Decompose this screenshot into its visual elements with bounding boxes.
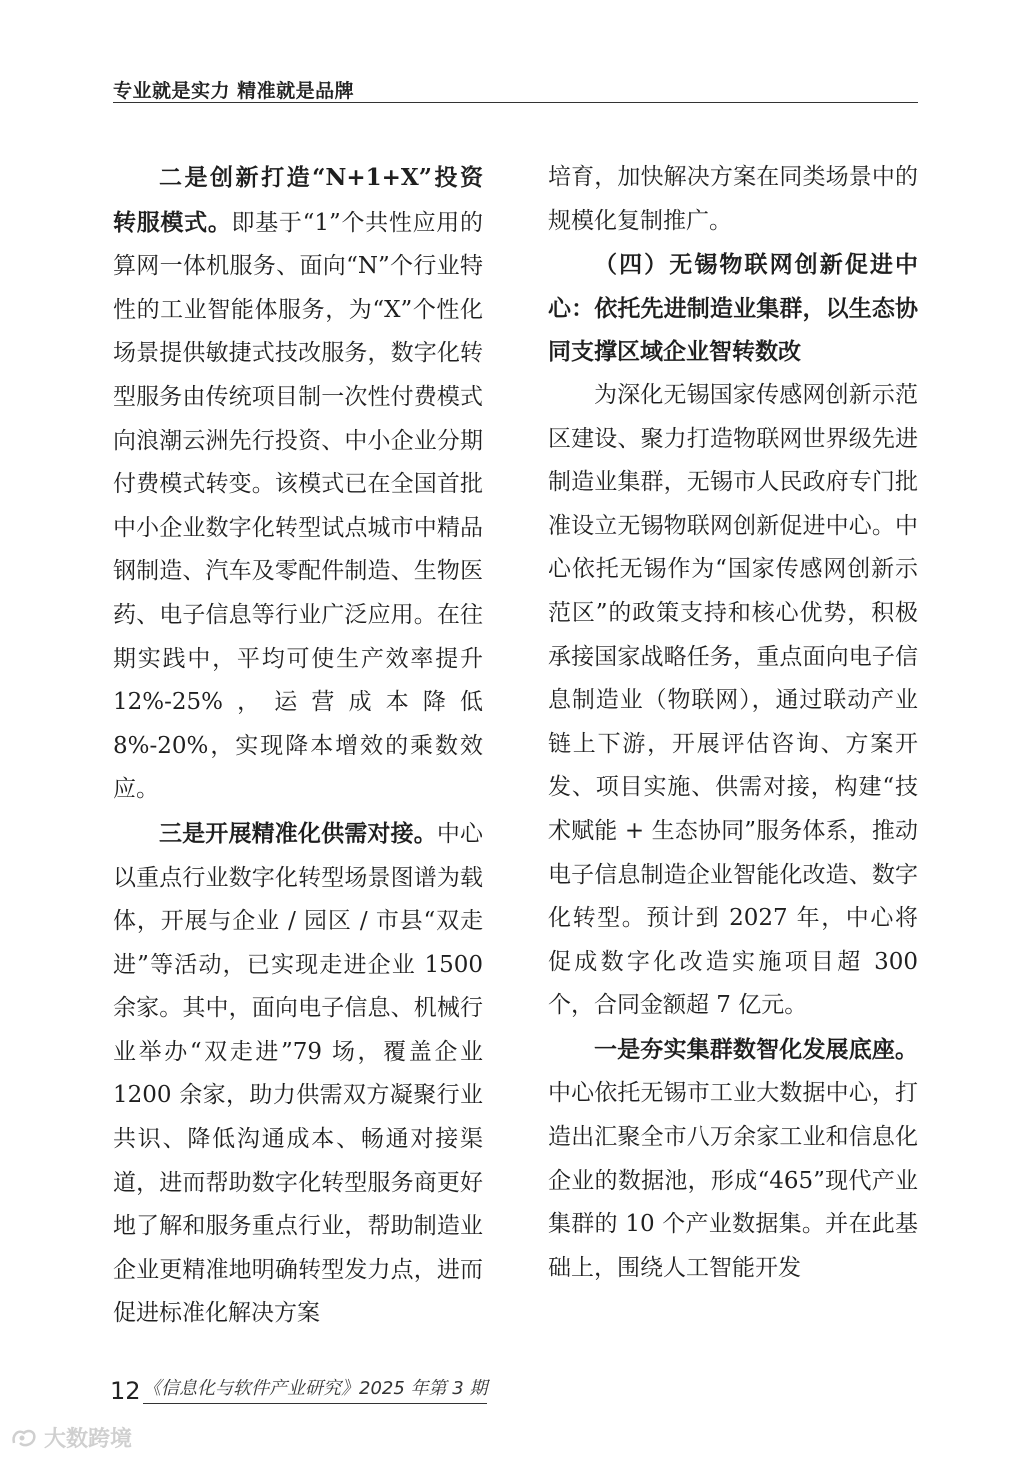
paragraph-lead: 一是夯实集群数智化发展底座。 [594, 1035, 918, 1063]
paragraph-body: 中心以重点行业数字化转型场景图谱为载体，开展与企业 / 园区 / 市县“双走进”等活动，已实现走进企业 1500 余家。其中，面向电子信息、机械行业举办“双走进”79 场，覆盖企业 1200 余家，助力供需双方凝聚行业共识、降低沟通成本、畅通对接渠道，进而帮助数字化转型服务商更好地了解和服务重点行业，帮助制造业企业更精准地明确转型发力点，进而促进标准化解决方案 [113, 820, 484, 1327]
paragraph-continuation: 培育，加快解决方案在同类场景中的规模化复制推广。 [548, 164, 918, 234]
running-header: 专业就是实力 精准就是品牌 [113, 80, 355, 102]
paragraph-cluster-base [548, 1028, 918, 1291]
right-column [548, 156, 918, 1290]
paragraph-supply-demand [113, 812, 483, 1336]
paragraph-lead: 三是开展精准化供需对接。 [159, 819, 437, 847]
paragraph-investment-model [113, 156, 483, 812]
section-heading: （四）无锡物联网创新促进中心：依托先进制造业集群，以生态协同支撑区域企业智转数改 [548, 251, 918, 366]
paragraph-body: 即基于“1”个共性应用的算网一体机服务、面向“N”个行业特性的工业智能体服务，为“X”个性化场景提供敏捷式技改服务，数字化转型服务由传统项目制一次性付费模式向浪潮云洲先行投资、中小企业分期付费模式转变。该模式已在全国首批中小企业数字化转型试点城市中精品钢制造、汽车及零配件制造、生物医药、电子信息等行业广泛应用。在往期实践中，平均可使生产效率提升 12%-25%，运营成本降低 8%-20%，实现降本增效的乘数效应。 [113, 209, 483, 803]
journal-citation: 《信息化与软件产业研究》2025 年第 3 期 [143, 1374, 487, 1404]
paragraph-wuxi-center: 为深化无锡国家传感网创新示范区建设、聚力打造物联网世界级先进制造业集群，无锡市人民政府专门批准设立无锡物联网创新促进中心。中心依托无锡作为“国家传感网创新示范区”的政策支持和核心优势，积极承接国家战略任务，重点面向电子信息制造业（物联网），通过联动产业链上下游，开展评估咨询、方案开发、项目实施、供需对接，构建“技术赋能 + 生态协同”服务体系，推动电子信息制造企业智能化改造、数字化转型。预计到 2027 年，中心将促成数字化改造实施项目超 300 个，合同金额超 7 亿元。 [548, 381, 918, 1019]
paragraph-body: 中心依托无锡市工业大数据中心，打造出汇聚全市八万余家工业和信息化企业的数据池，形成“465”现代产业集群的 10 个产业数据集。并在此基础上，围绕人工智能开发 [548, 1080, 918, 1281]
watermark [10, 1422, 132, 1453]
page-number: 12 [110, 1377, 141, 1405]
paragraph-lead: 二是创新打造“N+1+X”投资转服模式。 [113, 164, 483, 236]
left-column [113, 156, 483, 1336]
watermark-text: 大数跨境 [44, 1427, 133, 1452]
header-rule [113, 102, 918, 103]
watermark-logo-icon [10, 1427, 40, 1449]
